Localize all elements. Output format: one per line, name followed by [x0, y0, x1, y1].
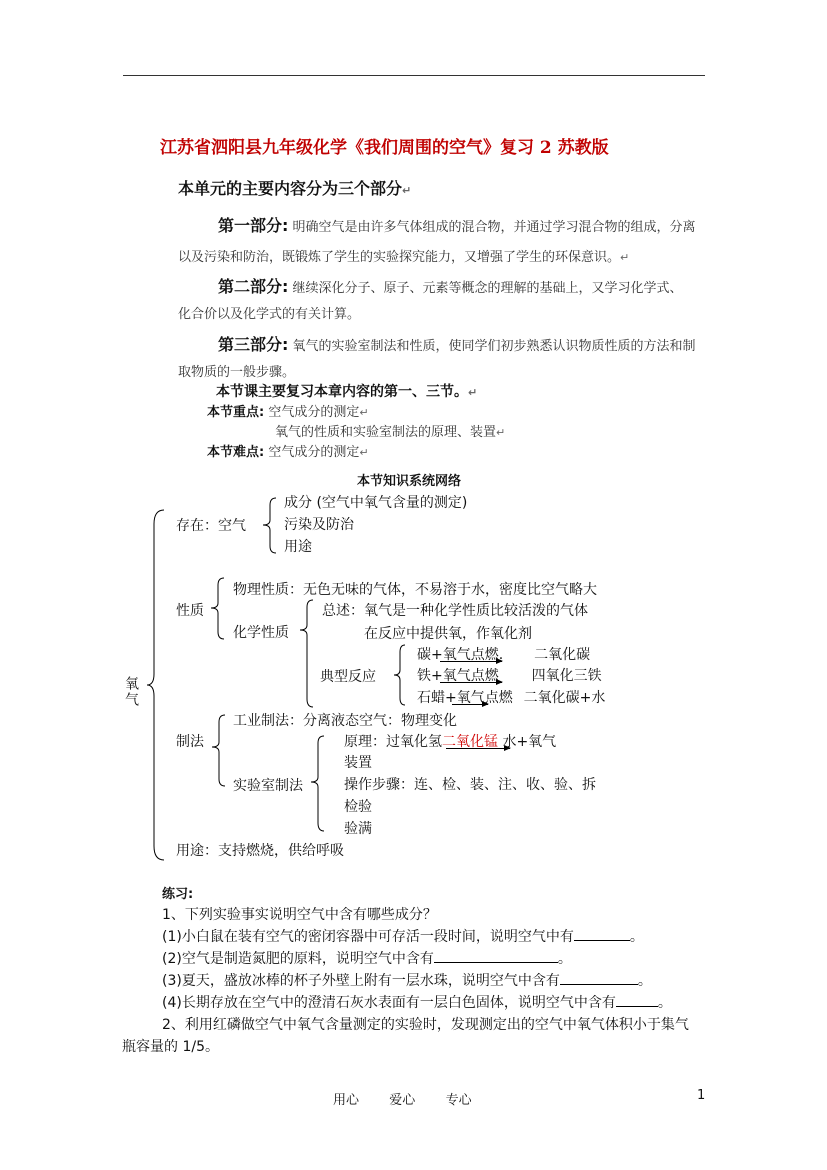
exist-item-composition: 成分 (空气中氧气含量的测定) [284, 495, 468, 511]
physical-property: 物理性质：无色无味的气体，不易溶于水，密度比空气略大 [233, 582, 597, 598]
reaction-carbon-arrow [440, 661, 502, 662]
lab-full-check: 验满 [344, 821, 372, 837]
exercise-heading: 练习: [162, 887, 194, 902]
reaction-wax-arrow [452, 704, 488, 705]
period: 。 [637, 973, 652, 989]
period: 。 [629, 929, 644, 945]
question-1-3-text: (3)夏天，盛放冰棒的杯子外壁上附有一层水珠，说明空气中含有 [162, 973, 560, 989]
difficulty-item: 空气成分的测定 [268, 445, 360, 460]
lab-check: 检验 [344, 799, 372, 815]
exist-item-use: 用途 [284, 539, 312, 555]
preparation-brace [209, 714, 227, 788]
question-1-2 [162, 948, 572, 968]
focus-item-2: 氧气的性质和实验室制法的原理、装置 [275, 425, 497, 440]
preparation-label: 制法 [176, 734, 204, 750]
chemical-brace [297, 599, 315, 709]
chemical-summary-1: 总述：氧气是一种化学性质比较活泼的气体 [322, 603, 588, 619]
paragraph-mark-icon: ↵ [402, 184, 412, 197]
part1-label: 第一部分: [218, 216, 289, 235]
industrial-method: 工业制法：分离液态空气：物理变化 [233, 713, 457, 729]
review-text: 本节课主要复习本章内容的第一、三节。 [216, 384, 468, 400]
principle-catalyst: 二氧化锰 [442, 734, 498, 750]
answer-blank-1[interactable] [574, 926, 630, 941]
reaction-wax-right: 二氧化碳+水 [523, 690, 606, 706]
question-2-line2: 瓶容量的 1/5。 [122, 1039, 219, 1055]
answer-blank-2[interactable] [434, 948, 558, 963]
principle-arrow [446, 748, 510, 749]
question-1-2-text: (2)空气是制造氮肥的原料，说明空气中含有 [162, 951, 434, 967]
paragraph-mark-icon: ↵ [468, 386, 478, 399]
typical-reaction-label: 典型反应 [320, 669, 376, 685]
footer-motto [333, 1089, 472, 1108]
answer-blank-3[interactable] [560, 970, 638, 985]
part3-text-1: 氧气的实验室制法和性质，使同学们初步熟悉认识物质性质的方法和制 [292, 339, 696, 354]
footer-right: 专心 [445, 1093, 472, 1108]
review-line [216, 381, 477, 401]
lab-device: 装置 [344, 755, 372, 771]
part3-line2 [178, 361, 295, 380]
focus-line2 [275, 421, 505, 440]
part1-text-2: 以及污染和防治，既锻炼了学生的实验探究能力，又增强了学生的环保意识。 [178, 250, 621, 265]
page-number: 1 [697, 1088, 706, 1103]
lab-steps: 操作步骤：连、检、装、注、收、验、拆 [344, 777, 596, 793]
root-label: 氧气 [123, 676, 139, 708]
part2-label: 第二部分: [218, 277, 289, 296]
footer-middle: 爱心 [389, 1093, 416, 1108]
question-1-3 [162, 970, 652, 990]
header-rule [123, 75, 705, 76]
reaction-iron-right: 四氧化三铁 [531, 668, 602, 684]
period: 。 [557, 951, 572, 967]
paragraph-mark-icon: ↵ [359, 446, 369, 459]
paragraph-mark-icon: ↵ [620, 251, 630, 264]
principle-reactant: 原理：过氧化氢 [344, 734, 442, 750]
reaction-carbon-right: 二氧化碳 [534, 647, 591, 663]
part1-line2 [178, 246, 629, 265]
question-1-1 [162, 926, 644, 946]
page-title: 江苏省泗阳县九年级化学《我们周围的空气》复习 2 苏教版 [160, 138, 609, 158]
question-2-line1: 2、利用红磷做空气中氧气含量测定的实验时，发现测定出的空气中氧气体积小于集气 [162, 1017, 689, 1033]
reaction-wax-left: 石蜡+氧气点燃 [417, 690, 513, 706]
part1-text-1: 明确空气是由许多气体组成的混合物，并通过学习混合物的组成，分离 [292, 220, 696, 235]
part2-text-1: 继续深化分子、原子、元素等概念的理解的基础上，又学习化学式、 [292, 281, 683, 296]
principle-product: 水+氧气 [502, 734, 557, 750]
part2-text-2: 化合价以及化学式的有关计算。 [178, 307, 361, 322]
exist-item-pollution: 污染及防治 [284, 517, 354, 533]
paragraph-mark-icon: ↵ [496, 426, 506, 439]
lab-method-brace [308, 735, 326, 833]
part3-line1 [218, 332, 696, 355]
intro-heading-text: 本单元的主要内容分为三个部分 [178, 179, 403, 198]
part2-line2 [178, 303, 360, 322]
footer-left: 用心 [333, 1093, 360, 1108]
reaction-carbon-left: 碳+氧气点燃. [417, 647, 504, 663]
part3-text-2: 取物质的一般步骤。 [178, 365, 296, 380]
focus-label: 本节重点: [207, 405, 265, 420]
answer-blank-4[interactable] [616, 992, 658, 1007]
question-1: 1、下列实验事实说明空气中含有哪些成分？ [162, 907, 437, 923]
period: 。 [657, 995, 672, 1011]
chemical-label: 化学性质 [233, 625, 289, 641]
network-title: 本节知识系统网络 [357, 474, 462, 489]
question-1-4-text: (4)长期存放在空气中的澄清石灰水表面有一层白色固体，说明空气中含有 [162, 995, 616, 1011]
property-label: 性质 [176, 603, 204, 619]
difficulty-line [207, 441, 369, 460]
paragraph-mark-icon: ↵ [359, 406, 369, 419]
property-brace [208, 577, 226, 641]
typical-reaction-brace [391, 644, 407, 706]
chemical-summary-2: 在反应中提供氧，作氧化剂 [364, 626, 532, 642]
reaction-wax [417, 687, 605, 707]
focus-line1 [207, 401, 369, 420]
reaction-iron-left: 铁+氧气点燃 [417, 668, 499, 684]
root-brace [146, 508, 166, 862]
question-1-4 [162, 992, 672, 1012]
question-1-1-text: (1)小白鼠在装有空气的密闭容器中可存活一段时间，说明空气中有 [162, 929, 574, 945]
exist-brace [260, 497, 278, 555]
part2-line1 [218, 274, 683, 297]
oxygen-use: 用途：支持燃烧，供给呼吸 [176, 843, 344, 859]
intro-heading [178, 176, 411, 199]
difficulty-label: 本节难点: [207, 445, 265, 460]
part3-label: 第三部分: [218, 335, 289, 354]
lab-method-label: 实验室制法 [233, 778, 303, 794]
focus-item-1: 空气成分的测定 [268, 405, 360, 420]
part1-line1 [218, 213, 696, 236]
exist-label: 存在：空气 [176, 518, 246, 534]
reaction-iron-arrow [440, 682, 502, 683]
